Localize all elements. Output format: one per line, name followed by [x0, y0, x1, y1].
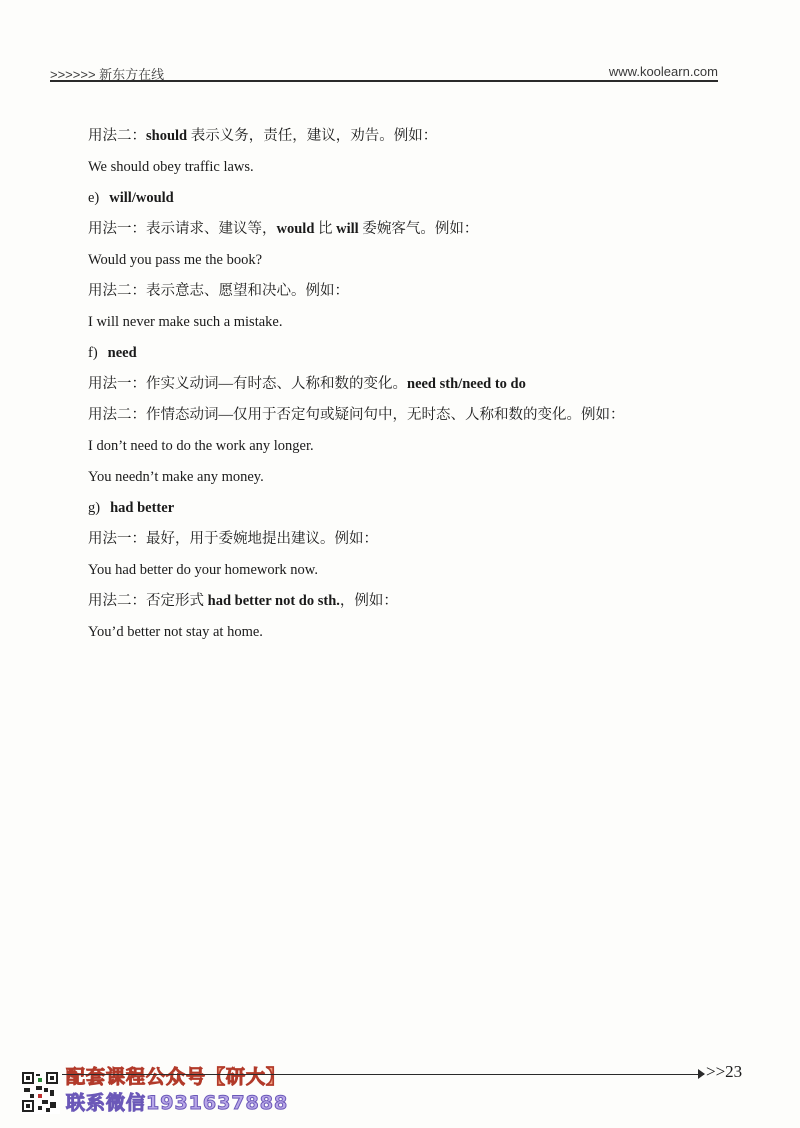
- section-letter: e): [88, 190, 100, 206]
- text-span: 比: [314, 221, 337, 237]
- text-line: 用法一：最好，用于委婉地提出建议。例如：: [88, 531, 378, 547]
- example-sentence: I will never make such a mistake.: [88, 314, 283, 330]
- text-span: 用法二：: [88, 128, 146, 144]
- section-letter: g): [88, 500, 101, 516]
- text-line: 用法二：作情态动词—仅用于否定句或疑问句中，无时态、人称和数的变化。例如：: [88, 407, 625, 423]
- text-line: [88, 217, 728, 248]
- section-letter: f): [88, 345, 98, 361]
- section-title: need: [107, 345, 137, 361]
- bold-keyword: had better not do sth.: [207, 593, 340, 609]
- text-line: [88, 124, 728, 155]
- bold-keyword: would: [276, 221, 315, 237]
- section-heading: [88, 341, 728, 372]
- bold-keyword: will: [336, 221, 359, 237]
- promo-watermark: [66, 1064, 288, 1116]
- bold-keyword: should: [146, 128, 188, 144]
- text-span: 用法二：否定形式: [88, 593, 208, 609]
- text-span: 用法一：作实义动词—有时态、人称和数的变化。: [88, 376, 407, 392]
- section-title: will/would: [109, 190, 174, 206]
- header-brand: >>>>>> 新东方在线: [50, 67, 165, 82]
- promo-line-2: 联系微信1931637888: [66, 1092, 289, 1114]
- text-span: ，例如：: [339, 593, 398, 609]
- header-divider: [50, 80, 718, 82]
- text-span: 表示义务，责任，建议，劝告。例如：: [187, 128, 438, 144]
- example-sentence: You needn’t make any money.: [88, 469, 264, 485]
- footer-divider: [62, 1074, 704, 1075]
- section-title: had better: [110, 500, 175, 516]
- text-span: 委婉客气。例如：: [358, 221, 479, 237]
- header-url: www.koolearn.com: [608, 64, 718, 79]
- section-heading: [88, 496, 728, 527]
- text-line: [88, 589, 728, 620]
- promo-line-1: 配套课程公众号【研大】: [66, 1066, 287, 1088]
- section-heading: [88, 186, 728, 217]
- example-sentence: You’d better not stay at home.: [88, 624, 263, 640]
- text-span: 用法一：表示请求、建议等，: [88, 221, 277, 237]
- footer-arrow-icon: [698, 1069, 705, 1079]
- bold-keyword: need sth/need to do: [407, 376, 526, 392]
- page-header: [50, 62, 718, 82]
- example-sentence: You had better do your homework now.: [88, 562, 318, 578]
- page-content: [88, 124, 728, 651]
- qr-code-icon: [20, 1070, 60, 1114]
- example-sentence: Would you pass me the book?: [88, 252, 263, 268]
- example-sentence: I don’t need to do the work any longer.: [88, 438, 314, 454]
- text-line: 用法二：表示意志、愿望和决心。例如：: [88, 283, 349, 299]
- text-line: [88, 372, 728, 403]
- page-number: >>23: [706, 1062, 743, 1081]
- example-sentence: We should obey traffic laws.: [88, 159, 254, 175]
